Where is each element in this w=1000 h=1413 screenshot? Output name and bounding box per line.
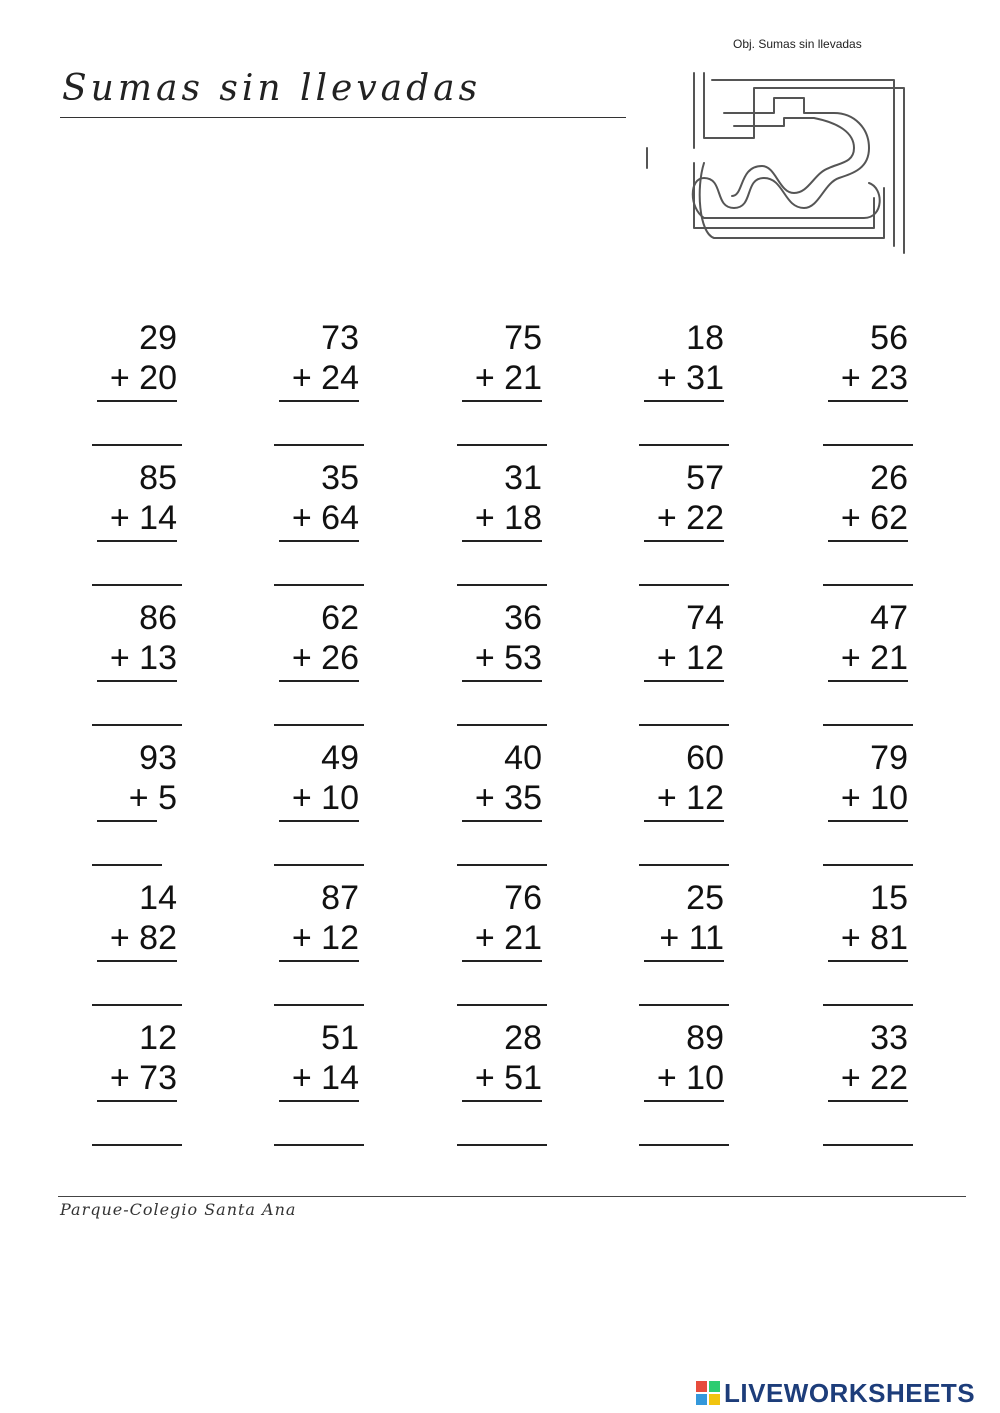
second-addend: + 82 [109,919,177,957]
addition-problem [788,1018,908,1150]
addition-problem [239,878,359,1010]
answer-line[interactable] [92,724,182,726]
brand-square [696,1394,707,1405]
first-addend: 87 [321,879,359,917]
first-addend: 86 [139,599,177,637]
addition-problem [788,598,908,730]
addition-problem [788,878,908,1010]
second-addend: + 18 [474,499,542,537]
first-addend: 51 [321,1019,359,1057]
addition-problem [422,878,542,1010]
first-addend: 29 [139,319,177,357]
answer-line[interactable] [274,1004,364,1006]
first-addend: 25 [686,879,724,917]
operation-line [97,820,157,822]
operation-line [462,1100,542,1102]
liveworksheets-logo [696,1377,975,1409]
addition-problem [422,458,542,590]
second-addend: + 23 [840,359,908,397]
operation-line [462,400,542,402]
objective-label: Obj. Sumas sin llevadas [733,37,862,51]
answer-line[interactable] [92,1004,182,1006]
first-addend: 57 [686,459,724,497]
second-addend: + 10 [656,1059,724,1097]
operation-line [828,1100,908,1102]
answer-line[interactable] [274,444,364,446]
second-addend: + 22 [656,499,724,537]
second-addend: + 51 [474,1059,542,1097]
addition-problem [604,598,724,730]
first-addend: 15 [870,879,908,917]
answer-line[interactable] [457,1004,547,1006]
addition-problem [788,738,908,870]
operation-line [279,1100,359,1102]
second-addend: + 12 [656,779,724,817]
brand-square [709,1394,720,1405]
answer-line[interactable] [457,724,547,726]
addition-problem [422,318,542,450]
addition-problem [57,738,177,870]
operation-line [279,820,359,822]
first-addend: 33 [870,1019,908,1057]
answer-line[interactable] [639,444,729,446]
first-addend: 62 [321,599,359,637]
operation-line [828,820,908,822]
second-addend: + 10 [291,779,359,817]
first-addend: 12 [139,1019,177,1057]
operation-line [828,960,908,962]
answer-line[interactable] [274,584,364,586]
answer-line[interactable] [823,444,913,446]
operation-line [97,1100,177,1102]
operation-line [279,680,359,682]
first-addend: 31 [504,459,542,497]
second-addend: + 81 [840,919,908,957]
first-addend: 18 [686,319,724,357]
second-addend: + 35 [474,779,542,817]
first-addend: 60 [686,739,724,777]
addition-problem [604,318,724,450]
addition-problem [57,878,177,1010]
addition-problem [604,878,724,1010]
operation-line [97,680,177,682]
first-addend: 75 [504,319,542,357]
answer-line[interactable] [92,584,182,586]
addition-problem [239,738,359,870]
second-addend: + 21 [474,359,542,397]
answer-line[interactable] [639,864,729,866]
answer-line[interactable] [92,1144,182,1146]
operation-line [279,960,359,962]
maze-illustration [644,68,920,258]
first-addend: 76 [504,879,542,917]
first-addend: 14 [139,879,177,917]
second-addend: + 62 [840,499,908,537]
answer-line[interactable] [92,444,182,446]
operation-line [644,540,724,542]
brand-square [709,1381,720,1392]
second-addend: + 21 [840,639,908,677]
first-addend: 35 [321,459,359,497]
addition-problem [604,738,724,870]
second-addend: + 12 [291,919,359,957]
answer-line[interactable] [457,1144,547,1146]
operation-line [828,540,908,542]
addition-problem [239,598,359,730]
second-addend: + 31 [656,359,724,397]
first-addend: 40 [504,739,542,777]
answer-line[interactable] [457,444,547,446]
operation-line [644,960,724,962]
answer-line[interactable] [823,1004,913,1006]
operation-line [828,400,908,402]
addition-problem [422,1018,542,1150]
first-addend: 47 [870,599,908,637]
answer-line[interactable] [823,584,913,586]
answer-line[interactable] [274,1144,364,1146]
second-addend: + 13 [109,639,177,677]
operation-line [97,960,177,962]
answer-line[interactable] [457,864,547,866]
addition-problem [788,318,908,450]
addition-problem [57,458,177,590]
answer-line[interactable] [639,584,729,586]
addition-problem [239,1018,359,1150]
second-addend: + 24 [291,359,359,397]
addition-problem [604,1018,724,1150]
brand-name: LIVEWORKSHEETS [724,1377,976,1408]
school-name: Parque-Colegio Santa Ana [60,1200,297,1219]
addition-problem [422,738,542,870]
addition-problem [57,598,177,730]
answer-line[interactable] [92,864,162,866]
addition-problem [788,458,908,590]
operation-line [644,680,724,682]
second-addend: + 73 [109,1059,177,1097]
addition-problem [604,458,724,590]
brand-square [696,1381,707,1392]
first-addend: 56 [870,319,908,357]
second-addend: + 64 [291,499,359,537]
answer-line[interactable] [823,724,913,726]
second-addend: + 14 [109,499,177,537]
answer-line[interactable] [457,584,547,586]
first-addend: 79 [870,739,908,777]
operation-line [828,680,908,682]
answer-line[interactable] [639,724,729,726]
second-addend: + 21 [474,919,542,957]
first-addend: 28 [504,1019,542,1057]
first-addend: 26 [870,459,908,497]
operation-line [97,540,177,542]
second-addend: + 53 [474,639,542,677]
operation-line [97,400,177,402]
answer-line[interactable] [639,1004,729,1006]
answer-line[interactable] [274,864,364,866]
second-addend: + 10 [840,779,908,817]
operation-line [279,400,359,402]
first-addend: 36 [504,599,542,637]
answer-line[interactable] [823,1144,913,1146]
second-addend: + 22 [840,1059,908,1097]
operation-line [644,1100,724,1102]
addition-problem [239,458,359,590]
addition-problem [57,318,177,450]
worksheet-title: Sumas sin llevadas [62,68,482,109]
first-addend: 49 [321,739,359,777]
second-addend: + 12 [656,639,724,677]
answer-line[interactable] [274,724,364,726]
first-addend: 93 [139,739,177,777]
addition-problem [422,598,542,730]
footer-rule [58,1196,966,1197]
operation-line [279,540,359,542]
addition-problem [57,1018,177,1150]
first-addend: 85 [139,459,177,497]
brand-mark-icon [696,1381,720,1405]
second-addend: + 20 [109,359,177,397]
operation-line [644,400,724,402]
second-addend: + 11 [659,919,724,957]
answer-line[interactable] [823,864,913,866]
addition-problem [239,318,359,450]
second-addend: + 5 [128,779,177,817]
operation-line [462,680,542,682]
first-addend: 74 [686,599,724,637]
second-addend: + 26 [291,639,359,677]
first-addend: 73 [321,319,359,357]
second-addend: + 14 [291,1059,359,1097]
title-underline [60,117,626,118]
operation-line [644,820,724,822]
operation-line [462,540,542,542]
operation-line [462,820,542,822]
answer-line[interactable] [639,1144,729,1146]
first-addend: 89 [686,1019,724,1057]
operation-line [462,960,542,962]
